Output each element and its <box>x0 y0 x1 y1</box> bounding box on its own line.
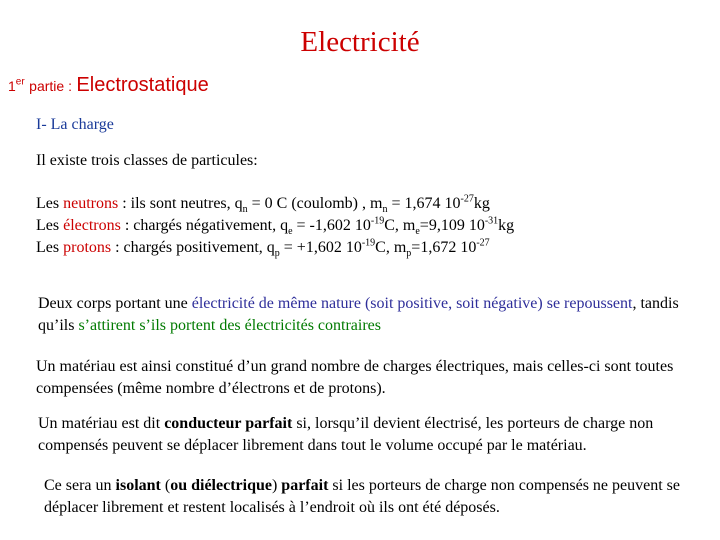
exponent: -27 <box>460 193 474 205</box>
neutrons-line <box>36 193 514 215</box>
text: C, m <box>384 217 416 234</box>
part-name: Electrostatique <box>76 74 209 96</box>
text: si, lorsqu’il devient électrisé, les porteurs de charge non compensés peuvent se déplacer librement dans tout le volume occupé par le matériau. <box>38 415 654 454</box>
text: kg <box>473 195 490 212</box>
neutral-material-paragraph: Un matériau est ainsi constitué d’un grand nombre de charges électriques, mais celles-ci sont toutes compensées (même nombre d’électrons et de protons). <box>36 358 674 397</box>
neutrons-term: neutrons <box>63 195 119 212</box>
repulsion-phrase: électricité de même nature (soit positive, soit négative) se repoussent <box>191 295 633 312</box>
subscript: n <box>242 204 248 216</box>
exponent: -19 <box>370 215 385 227</box>
text: = 1,674 10 <box>387 195 461 212</box>
text: Deux corps portant une <box>38 295 192 312</box>
electrons-term: électrons <box>63 217 121 234</box>
electrons-line <box>36 215 514 237</box>
part-label: partie : <box>29 78 72 94</box>
part-heading <box>8 74 209 97</box>
exponent: -19 <box>361 237 376 249</box>
text: , tandis qu’ils <box>38 295 679 334</box>
exponent: -31 <box>484 215 499 227</box>
text: Un matériau est dit <box>38 415 165 432</box>
subscript: e <box>288 226 293 238</box>
interaction-paragraph <box>38 293 698 337</box>
slide-title: Electricité <box>300 26 420 58</box>
text: : chargés positivement, q <box>111 239 275 256</box>
text: ( <box>160 477 171 494</box>
text: =9,109 10 <box>419 217 485 234</box>
text: =1,672 10 <box>411 239 477 256</box>
conductor-paragraph <box>38 413 710 457</box>
section-heading: I- La charge <box>36 116 114 133</box>
insulator-term: isolant <box>115 477 161 494</box>
text: : ils sont neutres, q <box>118 195 243 212</box>
protons-line <box>36 237 514 259</box>
attraction-phrase: s’attirent s’ils portent des électricités contraires <box>78 317 382 334</box>
conductor-term: conducteur parfait <box>164 415 293 432</box>
exponent: -27 <box>476 237 490 249</box>
subscript: p <box>274 248 280 260</box>
line-prefix: Les <box>36 239 64 256</box>
line-prefix: Les <box>36 217 64 234</box>
text: kg <box>498 217 515 234</box>
perfect-term: parfait <box>281 477 329 494</box>
part-number: 1 <box>8 78 16 94</box>
part-ordinal: er <box>15 76 25 88</box>
insulator-paragraph <box>44 475 704 519</box>
subscript: e <box>415 226 420 238</box>
protons-term: protons <box>63 239 112 256</box>
subscript: n <box>382 204 388 216</box>
intro-text: Il existe trois classes de particules: <box>36 152 258 169</box>
text: ) <box>271 477 282 494</box>
text: : chargés négativement, q <box>120 217 289 234</box>
text: = -1,602 10 <box>292 217 371 234</box>
dielectric-term: ou diélectrique <box>170 477 272 494</box>
text: = +1,602 10 <box>279 239 362 256</box>
text: si les porteurs de charge non compensés ne peuvent se déplacer librement et restent localisés à l’endroit où ils ont été déposés. <box>44 477 681 516</box>
subscript: p <box>406 248 412 260</box>
particle-list <box>36 193 514 259</box>
text: = 0 C (coulomb) , m <box>247 195 383 212</box>
text: C, m <box>375 239 407 256</box>
line-prefix: Les <box>36 195 64 212</box>
text: Ce sera un <box>44 477 116 494</box>
